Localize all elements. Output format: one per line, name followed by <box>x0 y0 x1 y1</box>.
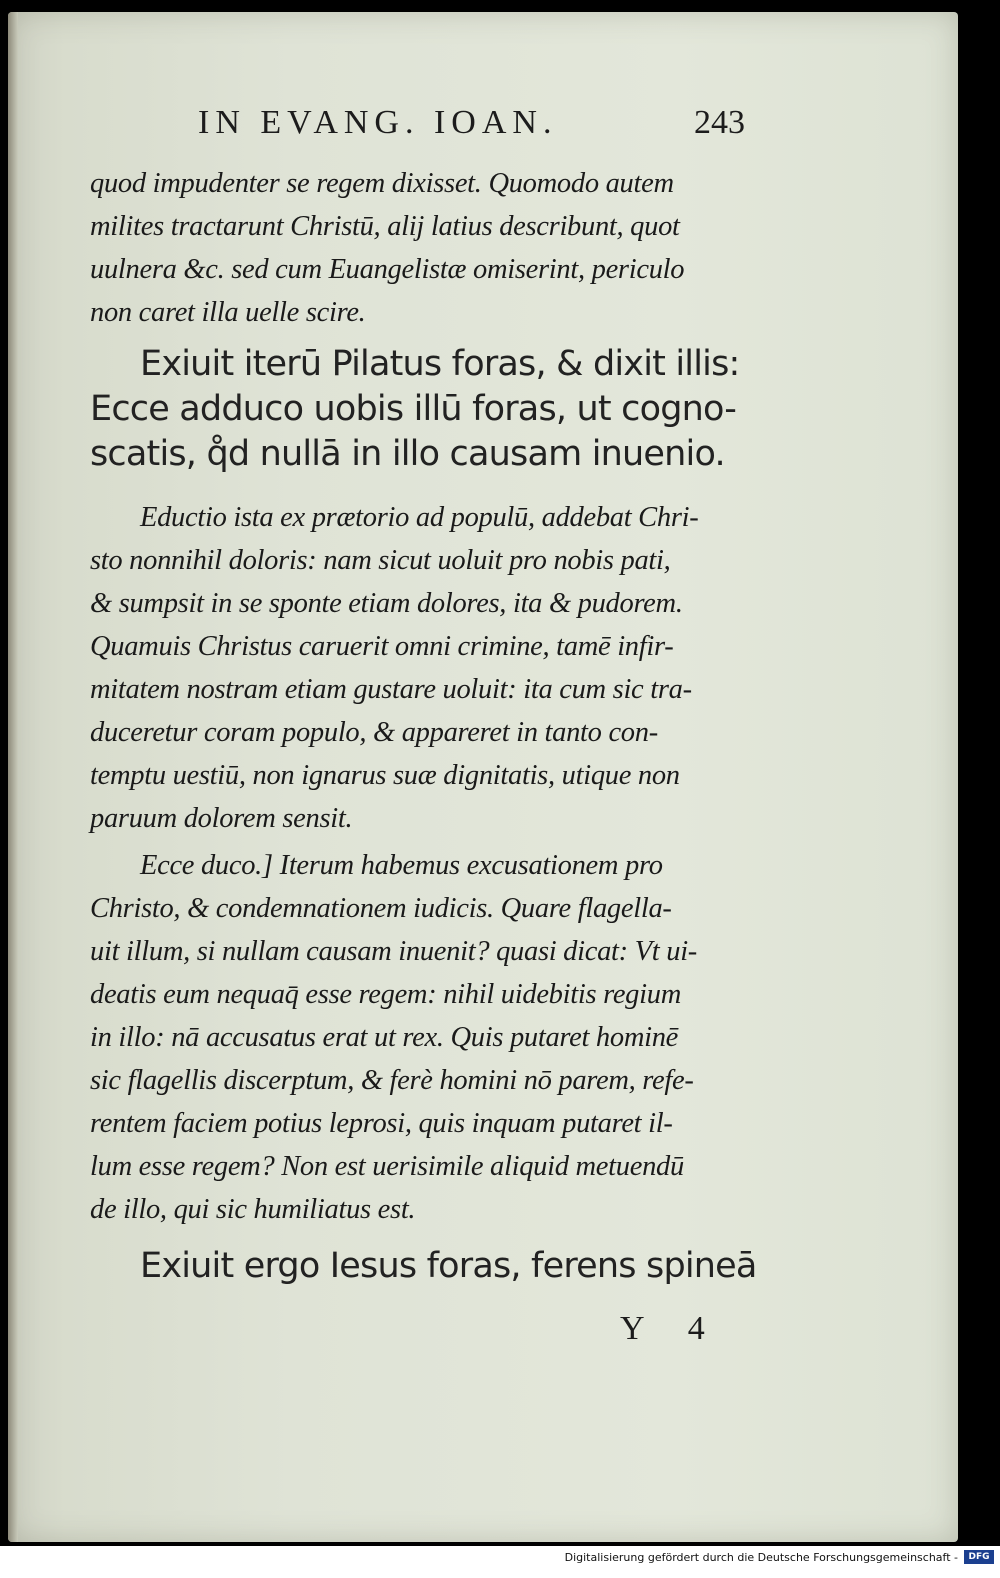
text-line: Ecce adduco uobis illū foras, ut cogno- <box>90 389 737 429</box>
text-line: & sumpsit in se sponte etiam dolores, ita & pudorem. <box>90 588 683 619</box>
scripture-lemma-2 <box>90 1244 770 1289</box>
page-gutter <box>8 12 18 1542</box>
text-line: uulnera &c. sed cum Euangelistæ omiserint, periculo <box>90 254 685 285</box>
page-number: 243 <box>694 104 745 141</box>
commentary-paragraph-3 <box>90 844 770 1231</box>
text-line: temptu uestiū, non ignarus suæ dignitatis, utique non <box>90 760 680 791</box>
text-line: sto nonnihil doloris: nam sicut uoluit pro nobis pati, <box>90 545 671 576</box>
text-line: paruum dolorem sensit. <box>90 803 353 834</box>
text-line: uit illum, si nullam causam inuenit? quasi dicat: Vt ui- <box>90 936 697 967</box>
signature-mark: Y 4 <box>620 1310 723 1347</box>
text-line: milites tractarunt Christū, alij latius describunt, quot <box>90 211 680 242</box>
text-line: Ecce duco.] Iterum habemus excusationem pro <box>140 850 663 881</box>
running-head: IN EVANG. IOAN. <box>198 104 558 141</box>
text-line: non caret illa uelle scire. <box>90 297 366 328</box>
text-line: duceretur coram populo, & appareret in tanto con- <box>90 717 658 748</box>
text-line: sic flagellis discerptum, & ferè homini nō parem, refe- <box>90 1065 694 1096</box>
scripture-lemma-1 <box>90 342 770 477</box>
book-page <box>8 12 958 1542</box>
text-line: de illo, qui sic humiliatus est. <box>90 1194 416 1225</box>
funding-credit: Digitalisierung gefördert durch die Deutsche Forschungsgemeinschaft - <box>564 1551 958 1564</box>
commentary-paragraph-1 <box>90 162 770 334</box>
dfg-logo: DFG <box>964 1550 994 1564</box>
commentary-paragraph-2 <box>90 496 770 840</box>
text-line: Exiuit ergo Iesus foras, ferens spineā <box>140 1246 757 1286</box>
text-line: in illo: nā accusatus erat ut rex. Quis putaret hominē <box>90 1022 679 1053</box>
text-line: Quamuis Christus caruerit omni crimine, tamē infir- <box>90 631 674 662</box>
text-line: Eductio ista ex prætorio ad populū, addebat Chri- <box>140 502 699 533</box>
text-line: deatis eum nequaq̄ esse regem: nihil uidebitis regium <box>90 979 681 1010</box>
text-line: Christo, & condemnationem iudicis. Quare flagella- <box>90 893 672 924</box>
text-line: lum esse regem? Non est uerisimile aliquid metuendū <box>90 1151 684 1182</box>
text-line: scatis, q̊d nullā in illo causam inuenio. <box>90 434 725 474</box>
text-line: rentem faciem potius leprosi, quis inquam putaret il- <box>90 1108 673 1139</box>
text-line: mitatem nostram etiam gustare uoluit: ita cum sic tra- <box>90 674 692 705</box>
text-line: Exiuit iterū Pilatus foras, & dixit illis: <box>140 344 740 384</box>
text-line: quod impudenter se regem dixisset. Quomodo autem <box>90 168 674 199</box>
